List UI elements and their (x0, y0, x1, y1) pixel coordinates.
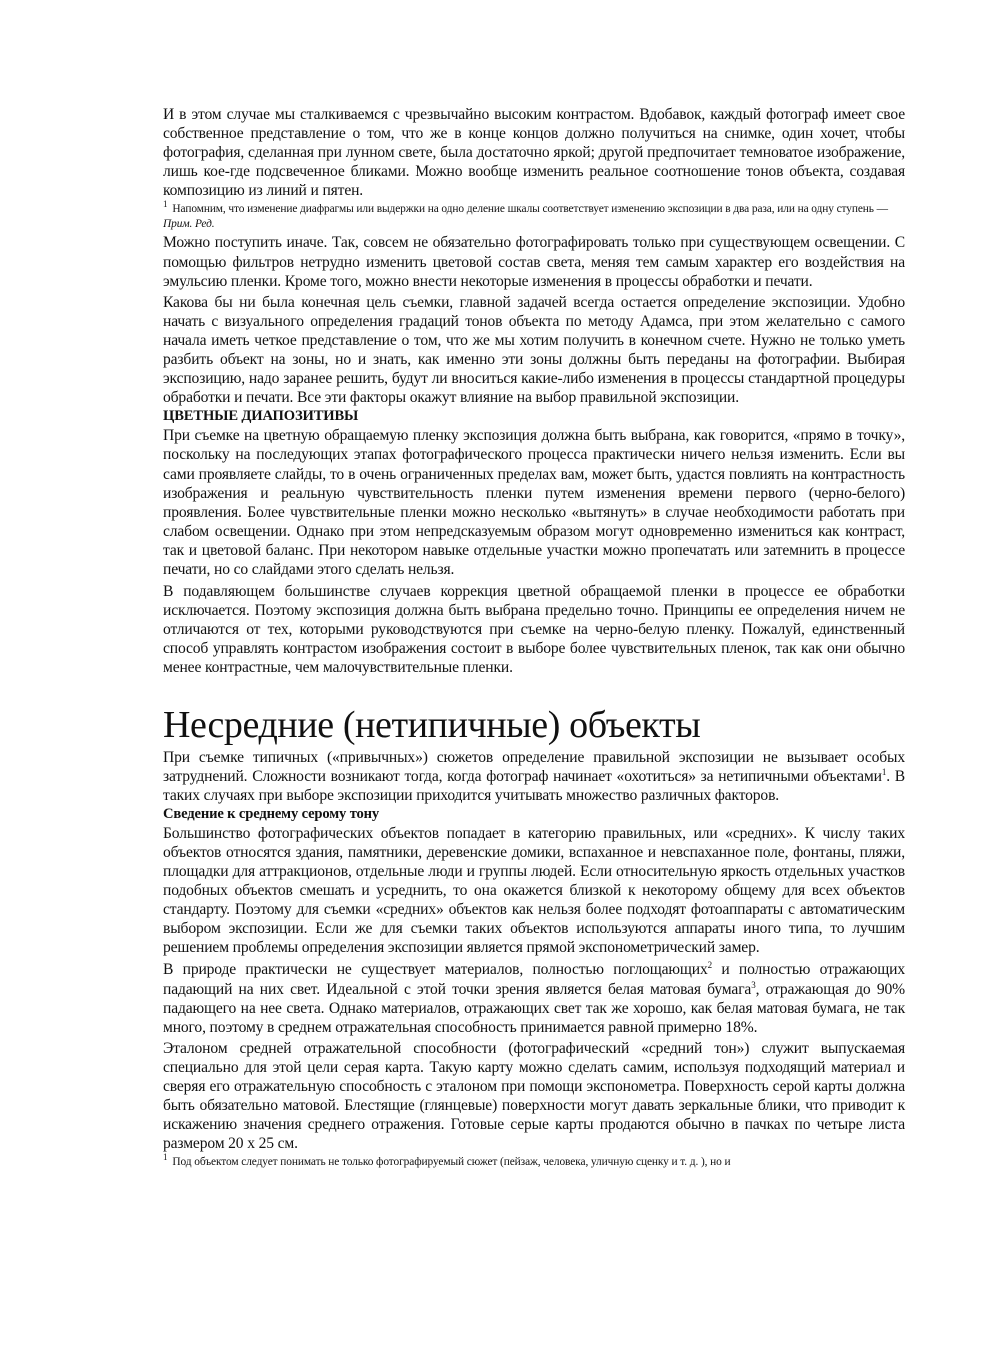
paragraph: Эталоном средней отражательной способности (фотографический «средний тон») служит выпускаемая специально для этой цели серая карта. Такую карту можно сделать самим, используя подходящий материал и сверяя его отражательную способность с эталоном при помощи экспонометра. Поверхность серой карты должна быть обязательно матовой. Блестящие (глянцевые) поверхности могут давать зеркальные блики, что приводит к искажению значения среднего отражения. Готовые серые карты продаются обычно в пачках по четыре листа размером 20 х 25 см. (163, 1039, 905, 1153)
footnote-mark: 1 (163, 1152, 168, 1163)
paragraph: Большинство фотографических объектов попадает в категорию правильных, или «средних». К числу таких объектов относятся здания, памятники, деревенские домики, вспаханное и невспаханное поле, фонтаны, пляжи, площадки для аттракционов, отдельные люди и группы людей. Если относительную яркость отдельных участков подобных объектов смешать и усреднить, то она окажется близкой к некоторому общему для всех объектов стандарту. Поэтому для съемки «средних» объектов как нельзя более подходят фотоаппараты с автоматическим выбором экспозиции. Если же для съемки таких объектов используются аппараты иного типа, то лучшим решением проблемы определения экспозиции является прямой экспонометрический замер. (163, 824, 905, 957)
text: В природе практически не существует материалов, полностью поглощающих (163, 961, 708, 979)
text: , отражающая до 90% падающего на нее света. Однако материалов, отражающих свет так же хорошо, как белая матовая бумага, не так много, поэтому в среднем отражательная способность принимается равной примерно 18%. (163, 980, 905, 1036)
footnote-text: Напомним, что изменение диафрагмы или выдержки на одно деление шкалы соответствует изменению экспозиции в два раза, или на одну ступень — (172, 203, 888, 216)
footnote (163, 1152, 905, 1170)
chapter-title: Несредние (нетипичные) объекты (163, 703, 701, 746)
paragraph: И в этом случае мы сталкиваемся с чрезвычайно высоким контрастом. Вдобавок, каждый фотограф имеет свое собственное представление о том, что же в конце концов должно получиться на снимке, один хочет, чтобы фотография, сделанная при лунном свете, была достаточно яркой; другой предпочитает темноватое изображение, лишь кое-где подсвеченное бликами. Можно вообще изменить реальное соотношение тонов объекта, создавая композицию из линий и пятен. (163, 106, 905, 200)
footnote-ref: 3 (751, 979, 756, 990)
paragraph (163, 748, 905, 805)
subsection-heading: Сведение к среднему серому тону (163, 805, 380, 822)
document-page (163, 105, 905, 1171)
footnote (163, 199, 905, 232)
paragraph: В подавляющем большинстве случаев коррекция цветной обращаемой пленки в процессе ее обработки исключается. Поэтому экспозиция должна быть выбрана предельно точно. Принципы ее определения ничем не отличаются от тех, которыми руководствуются при съемке на черно-белую пленку. Пожалуй, единственный способ управлять контрастом изображения состоит в выборе более чувствительных пленок, так как они обычно менее контрастные, чем малочувствительные пленки. (163, 583, 905, 677)
footnote-ref: 2 (707, 960, 712, 971)
paragraph (163, 960, 905, 1036)
section-heading: ЦВЕТНЫЕ ДИАПОЗИТИВЫ (163, 408, 359, 425)
footnote-editor-note: Прим. Ред. (163, 218, 215, 231)
paragraph: Какова бы ни была конечная цель съемки, главной задачей всегда остается определение экспозиции. Удобно начать с визуального определения градаций тонов объекта по методу Адамса, при этом желательно с самого начала иметь четкое представление о том, что же мы хотим получить в конечном счете. Нужно не только уметь разбить объект на зоны, но и знать, как именно эти зоны должны быть переданы на фотографии. Выбирая экспозицию, надо заранее решить, будут ли вноситься какие-либо изменения в процессы стандартной процедуры обработки и печати. Все эти факторы окажут влияние на выбор правильной экспозиции. (163, 293, 905, 407)
footnote-ref: 1 (881, 766, 887, 777)
paragraph: Можно поступить иначе. Так, совсем не обязательно фотографировать только при существующем освещении. С помощью фильтров нетрудно изменить цветовой состав света, меняя тем самым характер его воздействия на эмульсию пленки. Кроме того, можно внести некоторые изменения в процессы обработки и печати. (163, 234, 905, 290)
text: . В таких случаях при выборе экспозиции приходится учитывать множество различных факторов. (163, 767, 906, 804)
text: При съемке типичных («привычных») сюжетов определение правильной экспозиции не вызывает особых затруднений. Сложности возникают тогда, когда фотограф начинает «охотиться» за нетипичными объектами (163, 748, 905, 785)
paragraph: При съемке на цветную обращаемую пленку экспозиция должна быть выбрана, как говорится, «прямо в точку», поскольку на последующих этапах фотографического процесса практически ничего нельзя изменить. Если вы сами проявляете слайды, то в очень ограниченных пределах вам, может быть, удастся повлиять на контрастность изображения и реальную чувствительность пленки путем изменения времени первого (черно-белого) проявления. Более чувствительные пленки можно несколько «вытянуть» в случае необходимости работать при слабом освещении. Однако при этом непредсказуемым образом могут одновременно измениться как контраст, так и цветовой баланс. При некотором навыке отдельные участки можно пропечатать или затемнить в процессе печати, но со слайдами этого сделать нельзя. (163, 427, 905, 578)
text: и полностью отражающих падающий на них свет. Идеальной с этой точки зрения является белая матовая бумага (163, 961, 905, 998)
footnote-text: Под объектом следует понимать не только фотографируемый сюжет (пейзаж, человека, уличную сценку и т. д. ), но и (172, 1156, 731, 1169)
footnote-mark: 1 (163, 199, 168, 210)
